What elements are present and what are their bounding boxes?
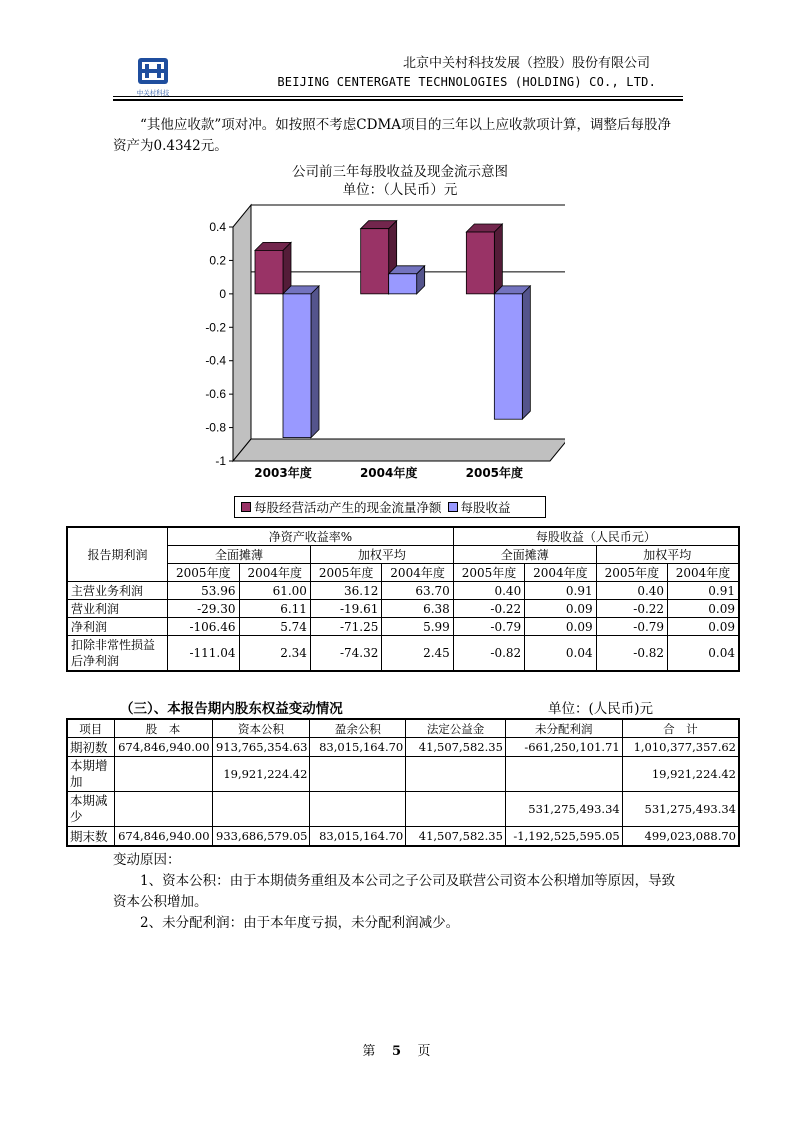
table-cell: 41,507,582.35 — [406, 827, 506, 847]
table-row — [67, 738, 739, 757]
table-cell: -74.32 — [310, 636, 381, 672]
row-label: 期末数 — [67, 827, 114, 847]
row-label: 期初数 — [67, 738, 114, 757]
y-tick-label: 0.4 — [209, 220, 226, 234]
table-cell: 53.96 — [168, 582, 239, 600]
column-header: 未分配利润 — [505, 719, 622, 738]
subheader-weighted: 加权平均 — [596, 546, 739, 564]
year-header: 2005年度 — [596, 564, 667, 582]
row-label: 扣除非常性损益后净利润 — [67, 636, 168, 672]
change-notes — [113, 850, 683, 934]
year-header: 2005年度 — [168, 564, 239, 582]
table-cell: -0.22 — [453, 600, 524, 618]
table-cell — [406, 757, 506, 792]
y-tick-label: 0 — [219, 286, 226, 301]
year-header: 2004年度 — [668, 564, 739, 582]
year-header: 2005年度 — [310, 564, 381, 582]
table-cell — [114, 792, 212, 827]
year-header: 2004年度 — [525, 564, 596, 582]
bar-eps — [389, 274, 417, 294]
x-tick-label: 2004年度 — [359, 466, 418, 480]
table-subheader-row — [67, 546, 739, 564]
y-tick-label: 0.2 — [209, 253, 226, 268]
table-cell: -0.79 — [453, 618, 524, 636]
table-cell: 6.11 — [239, 600, 310, 618]
row-header-cell: 报告期利润 — [67, 527, 168, 582]
page-number-value: 5 — [391, 1044, 402, 1059]
row-label: 本期减少 — [67, 792, 114, 827]
column-header: 股 本 — [114, 719, 212, 738]
table-cell: -111.04 — [168, 636, 239, 672]
page-number — [0, 1040, 793, 1059]
table-cell: -0.82 — [596, 636, 667, 672]
table-cell — [310, 757, 406, 792]
note-item: 2、未分配利润：由于本年度亏损，未分配利润减少。 — [140, 915, 460, 931]
table-cell — [505, 757, 622, 792]
header-rule — [113, 96, 683, 97]
table-header-row — [67, 719, 739, 738]
table-cell: 61.00 — [239, 582, 310, 600]
subheader-diluted: 全面摊薄 — [453, 546, 596, 564]
table-cell: 499,023,088.70 — [622, 827, 739, 847]
table-cell: 0.04 — [525, 636, 596, 672]
table-cell: 0.09 — [668, 600, 739, 618]
table-cell: 0.91 — [668, 582, 739, 600]
table-row — [67, 792, 739, 827]
subheader-weighted: 加权平均 — [310, 546, 453, 564]
table-cell: -0.22 — [596, 600, 667, 618]
table-row — [67, 827, 739, 847]
y-tick-label: -0.4 — [205, 353, 226, 368]
table-cell — [212, 792, 310, 827]
bar-side-cashflow — [283, 242, 291, 293]
x-tick-label: 2003年度 — [254, 466, 312, 480]
legend-swatch-cashflow — [241, 502, 251, 512]
table-cell: 19,921,224.42 — [622, 757, 739, 792]
bar-eps — [494, 294, 522, 419]
table-cell: 674,846,940.00 — [114, 827, 212, 847]
table-cell: 913,765,354.63 — [212, 738, 310, 757]
column-header: 合 计 — [622, 719, 739, 738]
page-suffix: 页 — [417, 1044, 431, 1059]
table-cell — [406, 792, 506, 827]
column-header: 盈余公积 — [310, 719, 406, 738]
legend-item-eps — [448, 498, 511, 516]
year-header: 2004年度 — [382, 564, 453, 582]
table-cell: 2.34 — [239, 636, 310, 672]
table-cell: 0.09 — [668, 618, 739, 636]
year-header: 2005年度 — [453, 564, 524, 582]
table-row — [67, 600, 739, 618]
y-tick-label: -1 — [215, 454, 226, 468]
table-cell: 0.91 — [525, 582, 596, 600]
column-header: 资本公积 — [212, 719, 310, 738]
table-cell: -71.25 — [310, 618, 381, 636]
table-cell: -661,250,101.71 — [505, 738, 622, 757]
table-cell: 0.04 — [668, 636, 739, 672]
table-cell: 0.09 — [525, 618, 596, 636]
table-cell: -0.82 — [453, 636, 524, 672]
legend-label-eps: 每股收益 — [460, 500, 511, 515]
chart-legend — [234, 496, 546, 518]
table-row — [67, 636, 739, 672]
table-cell: 0.40 — [596, 582, 667, 600]
column-header: 项目 — [67, 719, 114, 738]
group-header-eps: 每股收益（人民币元） — [453, 527, 739, 546]
y-tick-label: -0.6 — [205, 387, 226, 402]
legend-item-cashflow — [241, 498, 442, 516]
section-unit: 单位：(人民币)元 — [548, 701, 654, 717]
intro-paragraph: “其他应收款”项对冲。如按照不考虑CDMA项目的三年以上应收款项计算，调整后每股净资产为0.4342元。 — [113, 117, 672, 154]
table-cell: 1,010,377,357.62 — [622, 738, 739, 757]
bar-cashflow — [361, 229, 389, 294]
notes-heading: 变动原因： — [113, 852, 181, 868]
table-cell: 531,275,493.34 — [622, 792, 739, 827]
chart-title: 公司前三年每股收益及现金流示意图 — [292, 164, 508, 180]
table-cell: 6.38 — [382, 600, 453, 618]
legend-label-cashflow: 每股经营活动产生的现金流量净额 — [254, 500, 442, 515]
table-cell: 83,015,164.70 — [310, 738, 406, 757]
table-cell: 933,686,579.05 — [212, 827, 310, 847]
table-cell — [310, 792, 406, 827]
table-cell: -1,192,525,595.05 — [505, 827, 622, 847]
x-tick-label: 2005年度 — [465, 466, 524, 480]
table-cell: -0.79 — [596, 618, 667, 636]
row-label: 主营业务利润 — [67, 582, 168, 600]
bar-side-cashflow — [494, 224, 502, 294]
table-cell: 19,921,224.42 — [212, 757, 310, 792]
row-label: 净利润 — [67, 618, 168, 636]
y-tick-label: -0.2 — [205, 320, 226, 335]
eps-cashflow-chart — [195, 195, 565, 495]
bar-side-eps — [311, 286, 319, 438]
column-header: 法定公益金 — [406, 719, 506, 738]
header-rule-thick — [113, 99, 683, 101]
section-title: （三）、本报告期内股东权益变动情况 — [120, 701, 343, 717]
note-item: 1、资本公积：由于本期债务重组及本公司之子公司及联营公司资本公积增加等原因，导致资本公积增加。 — [113, 873, 676, 910]
page-prefix: 第 — [362, 1044, 376, 1059]
table-cell: 5.99 — [382, 618, 453, 636]
chart-subtitle: 单位：（人民币）元 — [342, 182, 458, 198]
table-cell: 36.12 — [310, 582, 381, 600]
table-cell: 674,846,940.00 — [114, 738, 212, 757]
table-cell: 5.74 — [239, 618, 310, 636]
chart-side-wall — [233, 205, 251, 461]
subheader-diluted: 全面摊薄 — [168, 546, 311, 564]
table-cell: -19.61 — [310, 600, 381, 618]
bar-cashflow — [255, 250, 283, 293]
table-year-row — [67, 564, 739, 582]
table-header-row — [67, 527, 739, 546]
table-row — [67, 618, 739, 636]
table-cell: -29.30 — [168, 600, 239, 618]
year-header: 2004年度 — [239, 564, 310, 582]
bar-side-eps — [522, 286, 530, 419]
table-cell: 2.45 — [382, 636, 453, 672]
profit-ratio-table — [66, 526, 740, 672]
table-cell: -106.46 — [168, 618, 239, 636]
chart-title-block — [200, 163, 600, 199]
table-cell: 0.09 — [525, 600, 596, 618]
group-header-roe: 净资产收益率% — [168, 527, 454, 546]
table-cell: 41,507,582.35 — [406, 738, 506, 757]
bar-cashflow — [466, 232, 494, 294]
y-tick-label: -0.8 — [205, 420, 226, 435]
logo-text: 中关村科技 — [136, 89, 170, 97]
header-company-cn: 北京中关村科技发展（控股）股份有限公司 — [402, 56, 650, 71]
company-logo — [132, 56, 176, 100]
equity-change-table — [66, 718, 740, 847]
table-cell: 0.40 — [453, 582, 524, 600]
row-label: 本期增加 — [67, 757, 114, 792]
header-company-en: BEIJING CENTERGATE TECHNOLOGIES (HOLDING) CO., LTD. — [277, 75, 656, 89]
table-row — [67, 757, 739, 792]
table-cell: 63.70 — [382, 582, 453, 600]
bar-eps — [283, 294, 311, 438]
legend-swatch-eps — [448, 502, 458, 512]
row-label: 营业利润 — [67, 600, 168, 618]
table-cell: 531,275,493.34 — [505, 792, 622, 827]
table-cell: 83,015,164.70 — [310, 827, 406, 847]
table-row — [67, 582, 739, 600]
chart-floor — [233, 439, 565, 461]
table-cell — [114, 757, 212, 792]
